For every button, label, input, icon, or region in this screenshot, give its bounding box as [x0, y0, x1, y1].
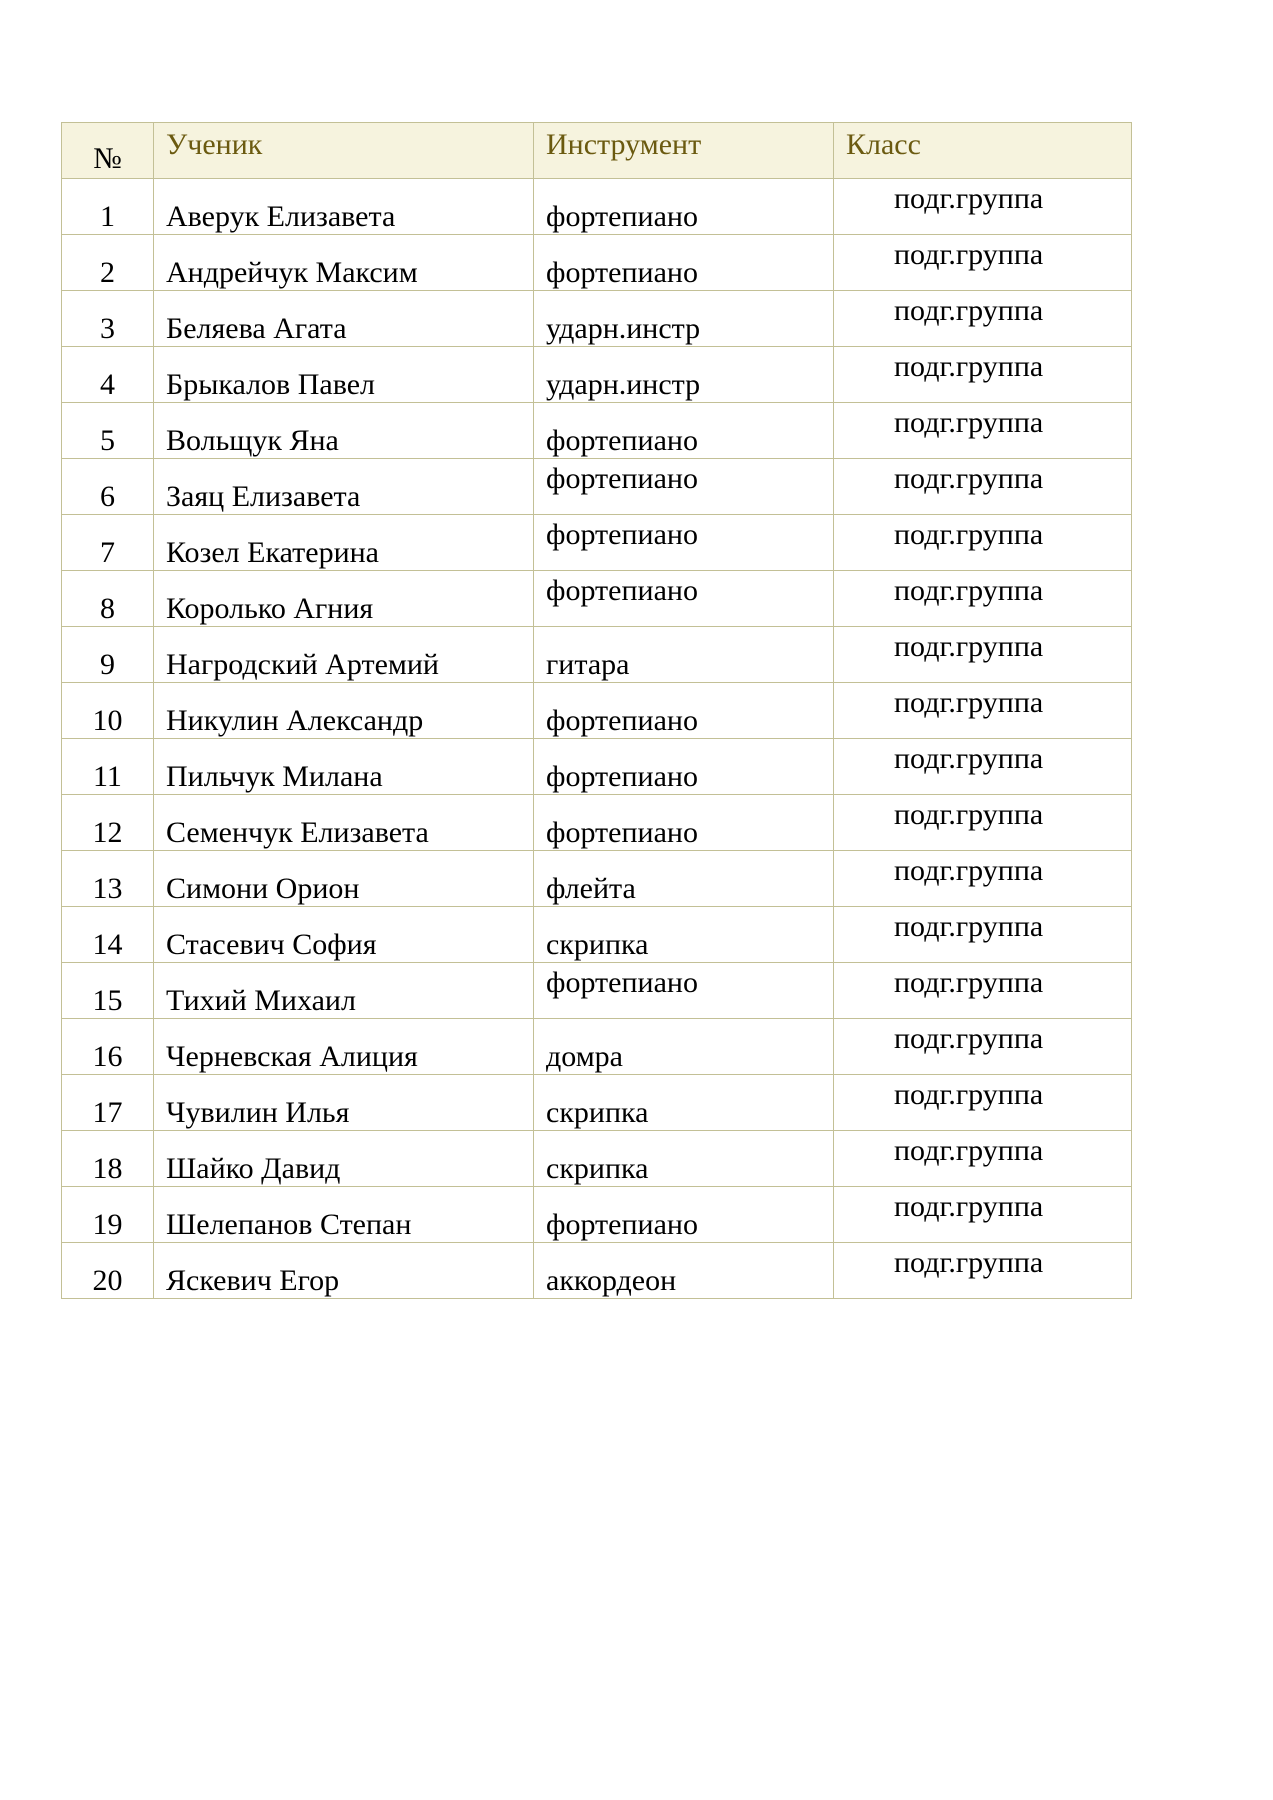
- student-name-cell: [154, 683, 534, 739]
- row-number: 15: [92, 984, 123, 1017]
- row-number: 5: [100, 424, 115, 457]
- instrument-cell: [534, 459, 834, 515]
- table-row: [62, 627, 1132, 683]
- class-name-cell: [834, 515, 1132, 571]
- instrument-cell: [534, 1019, 834, 1075]
- student-name-cell: [154, 459, 534, 515]
- student-name-cell: [154, 179, 534, 235]
- student-name-cell: [154, 515, 534, 571]
- class-name: подг.группа: [894, 238, 1044, 271]
- class-name-cell: [834, 1019, 1132, 1075]
- table-row: [62, 1243, 1132, 1299]
- row-number-cell: [62, 627, 154, 683]
- instrument-cell: [534, 1075, 834, 1131]
- header-number: [62, 123, 154, 179]
- header-student: [154, 123, 534, 179]
- instrument: фортепиано: [546, 424, 698, 457]
- class-name-cell: [834, 235, 1132, 291]
- row-number: 18: [92, 1152, 123, 1185]
- instrument-cell: [534, 1187, 834, 1243]
- student-name: Вольщук Яна: [166, 424, 339, 457]
- class-name: подг.группа: [894, 406, 1044, 439]
- class-name-cell: [834, 1243, 1132, 1299]
- header-number-label: №: [93, 142, 122, 175]
- instrument: фортепиано: [546, 256, 698, 289]
- class-name: подг.группа: [894, 798, 1044, 831]
- table-row: [62, 795, 1132, 851]
- class-name: подг.группа: [894, 854, 1044, 887]
- student-name-cell: [154, 1131, 534, 1187]
- instrument-cell: [534, 235, 834, 291]
- student-name: Черневская Алиция: [166, 1040, 418, 1073]
- class-name-cell: [834, 1131, 1132, 1187]
- row-number: 17: [92, 1096, 123, 1129]
- class-name-cell: [834, 907, 1132, 963]
- student-name-cell: [154, 1187, 534, 1243]
- class-name: подг.группа: [894, 1246, 1044, 1279]
- student-name-cell: [154, 403, 534, 459]
- student-name-cell: [154, 571, 534, 627]
- student-name: Пильчук Милана: [166, 760, 383, 793]
- class-name: подг.группа: [894, 1190, 1044, 1223]
- table-row: [62, 851, 1132, 907]
- class-name-cell: [834, 795, 1132, 851]
- row-number-cell: [62, 459, 154, 515]
- instrument: скрипка: [546, 1152, 649, 1185]
- class-name: подг.группа: [894, 462, 1044, 495]
- header-class-label: Класс: [846, 128, 921, 161]
- instrument: домра: [546, 1040, 623, 1073]
- student-name-cell: [154, 851, 534, 907]
- instrument: фортепиано: [546, 518, 698, 551]
- row-number: 20: [92, 1264, 123, 1297]
- row-number: 12: [92, 816, 123, 849]
- instrument: фортепиано: [546, 966, 698, 999]
- row-number-cell: [62, 291, 154, 347]
- class-name-cell: [834, 291, 1132, 347]
- instrument: скрипка: [546, 1096, 649, 1129]
- instrument: фортепиано: [546, 704, 698, 737]
- instrument-cell: [534, 739, 834, 795]
- instrument: фортепиано: [546, 760, 698, 793]
- header-instrument: [534, 123, 834, 179]
- row-number-cell: [62, 1243, 154, 1299]
- row-number-cell: [62, 1075, 154, 1131]
- row-number-cell: [62, 1019, 154, 1075]
- row-number: 1: [100, 200, 115, 233]
- student-name: Заяц Елизавета: [166, 480, 361, 513]
- student-name-cell: [154, 1019, 534, 1075]
- table-header: [62, 123, 1132, 179]
- instrument-cell: [534, 1131, 834, 1187]
- instrument-cell: [534, 515, 834, 571]
- row-number-cell: [62, 683, 154, 739]
- class-name: подг.группа: [894, 350, 1044, 383]
- row-number-cell: [62, 571, 154, 627]
- row-number-cell: [62, 179, 154, 235]
- student-name: Яскевич Егор: [166, 1264, 340, 1297]
- instrument: фортепиано: [546, 462, 698, 495]
- student-name-cell: [154, 907, 534, 963]
- row-number-cell: [62, 963, 154, 1019]
- table-row: [62, 1131, 1132, 1187]
- student-name-cell: [154, 347, 534, 403]
- class-name-cell: [834, 739, 1132, 795]
- instrument-cell: [534, 907, 834, 963]
- class-name-cell: [834, 403, 1132, 459]
- row-number: 3: [100, 312, 115, 345]
- table-row: [62, 515, 1132, 571]
- class-name: подг.группа: [894, 294, 1044, 327]
- class-name: подг.группа: [894, 742, 1044, 775]
- instrument: ударн.инстр: [546, 368, 701, 401]
- row-number: 4: [100, 368, 115, 401]
- student-name: Королько Агния: [166, 592, 374, 625]
- row-number-cell: [62, 1187, 154, 1243]
- student-name-cell: [154, 235, 534, 291]
- class-name: подг.группа: [894, 1022, 1044, 1055]
- row-number-cell: [62, 403, 154, 459]
- student-name: Козел Екатерина: [166, 536, 379, 569]
- row-number: 13: [92, 872, 123, 905]
- student-name: Брыкалов Павел: [166, 368, 375, 401]
- instrument: фортепиано: [546, 200, 698, 233]
- class-name: подг.группа: [894, 182, 1044, 215]
- row-number-cell: [62, 1131, 154, 1187]
- student-name: Симони Орион: [166, 872, 360, 905]
- row-number: 10: [92, 704, 123, 737]
- header-class: [834, 123, 1132, 179]
- instrument-cell: [534, 683, 834, 739]
- instrument-cell: [534, 963, 834, 1019]
- table-row: [62, 683, 1132, 739]
- student-name: Нагродский Артемий: [166, 648, 439, 681]
- table-row: [62, 347, 1132, 403]
- student-name-cell: [154, 627, 534, 683]
- row-number-cell: [62, 235, 154, 291]
- table-row: [62, 571, 1132, 627]
- table-row: [62, 1019, 1132, 1075]
- instrument-cell: [534, 1243, 834, 1299]
- student-name-cell: [154, 291, 534, 347]
- student-name-cell: [154, 795, 534, 851]
- class-name-cell: [834, 627, 1132, 683]
- instrument-cell: [534, 347, 834, 403]
- row-number: 2: [100, 256, 115, 289]
- class-name: подг.группа: [894, 686, 1044, 719]
- student-name: Беляева Агата: [166, 312, 347, 345]
- instrument: флейта: [546, 872, 636, 905]
- row-number: 16: [92, 1040, 123, 1073]
- instrument: фортепиано: [546, 816, 698, 849]
- table-row: [62, 179, 1132, 235]
- table-row: [62, 907, 1132, 963]
- table-body: [62, 179, 1132, 1299]
- class-name-cell: [834, 963, 1132, 1019]
- instrument: фортепиано: [546, 574, 698, 607]
- instrument-cell: [534, 795, 834, 851]
- class-name: подг.группа: [894, 1078, 1044, 1111]
- student-name: Андрейчук Максим: [166, 256, 418, 289]
- class-name-cell: [834, 179, 1132, 235]
- instrument-cell: [534, 403, 834, 459]
- class-name: подг.группа: [894, 910, 1044, 943]
- student-name: Стасевич София: [166, 928, 377, 961]
- row-number-cell: [62, 347, 154, 403]
- student-name-cell: [154, 963, 534, 1019]
- row-number-cell: [62, 851, 154, 907]
- row-number-cell: [62, 795, 154, 851]
- student-name: Семенчук Елизавета: [166, 816, 429, 849]
- table-row: [62, 235, 1132, 291]
- class-name: подг.группа: [894, 966, 1044, 999]
- class-name: подг.группа: [894, 574, 1044, 607]
- student-name: Шайко Давид: [166, 1152, 341, 1185]
- instrument: гитара: [546, 648, 630, 681]
- class-name-cell: [834, 459, 1132, 515]
- instrument: фортепиано: [546, 1208, 698, 1241]
- instrument-cell: [534, 179, 834, 235]
- class-name-cell: [834, 851, 1132, 907]
- instrument: аккордеон: [546, 1264, 677, 1297]
- table-row: [62, 403, 1132, 459]
- row-number: 8: [100, 592, 115, 625]
- table-row: [62, 291, 1132, 347]
- class-name-cell: [834, 571, 1132, 627]
- instrument-cell: [534, 291, 834, 347]
- class-name: подг.группа: [894, 630, 1044, 663]
- class-name-cell: [834, 1187, 1132, 1243]
- student-name: Никулин Александр: [166, 704, 424, 737]
- row-number: 19: [92, 1208, 123, 1241]
- class-name-cell: [834, 347, 1132, 403]
- row-number-cell: [62, 739, 154, 795]
- class-name-cell: [834, 1075, 1132, 1131]
- class-name: подг.группа: [894, 518, 1044, 551]
- row-number: 6: [100, 480, 115, 513]
- row-number-cell: [62, 515, 154, 571]
- student-name: Чувилин Илья: [166, 1096, 350, 1129]
- table-row: [62, 1187, 1132, 1243]
- row-number: 14: [92, 928, 123, 961]
- table-row: [62, 963, 1132, 1019]
- table-row: [62, 739, 1132, 795]
- header-student-label: Ученик: [166, 128, 263, 161]
- students-table: [61, 122, 1132, 1299]
- header-row: [62, 123, 1132, 179]
- student-name-cell: [154, 739, 534, 795]
- instrument-cell: [534, 851, 834, 907]
- row-number: 9: [100, 648, 115, 681]
- student-name: Тихий Михаил: [166, 984, 356, 1017]
- instrument: ударн.инстр: [546, 312, 701, 345]
- instrument-cell: [534, 627, 834, 683]
- student-name: Шелепанов Степан: [166, 1208, 412, 1241]
- row-number: 7: [100, 536, 115, 569]
- student-name: Аверук Елизавета: [166, 200, 396, 233]
- row-number-cell: [62, 907, 154, 963]
- table-row: [62, 459, 1132, 515]
- header-instrument-label: Инструмент: [546, 128, 702, 161]
- student-name-cell: [154, 1075, 534, 1131]
- class-name: подг.группа: [894, 1134, 1044, 1167]
- instrument: скрипка: [546, 928, 649, 961]
- class-name-cell: [834, 683, 1132, 739]
- table-row: [62, 1075, 1132, 1131]
- instrument-cell: [534, 571, 834, 627]
- student-name-cell: [154, 1243, 534, 1299]
- row-number: 11: [93, 760, 122, 793]
